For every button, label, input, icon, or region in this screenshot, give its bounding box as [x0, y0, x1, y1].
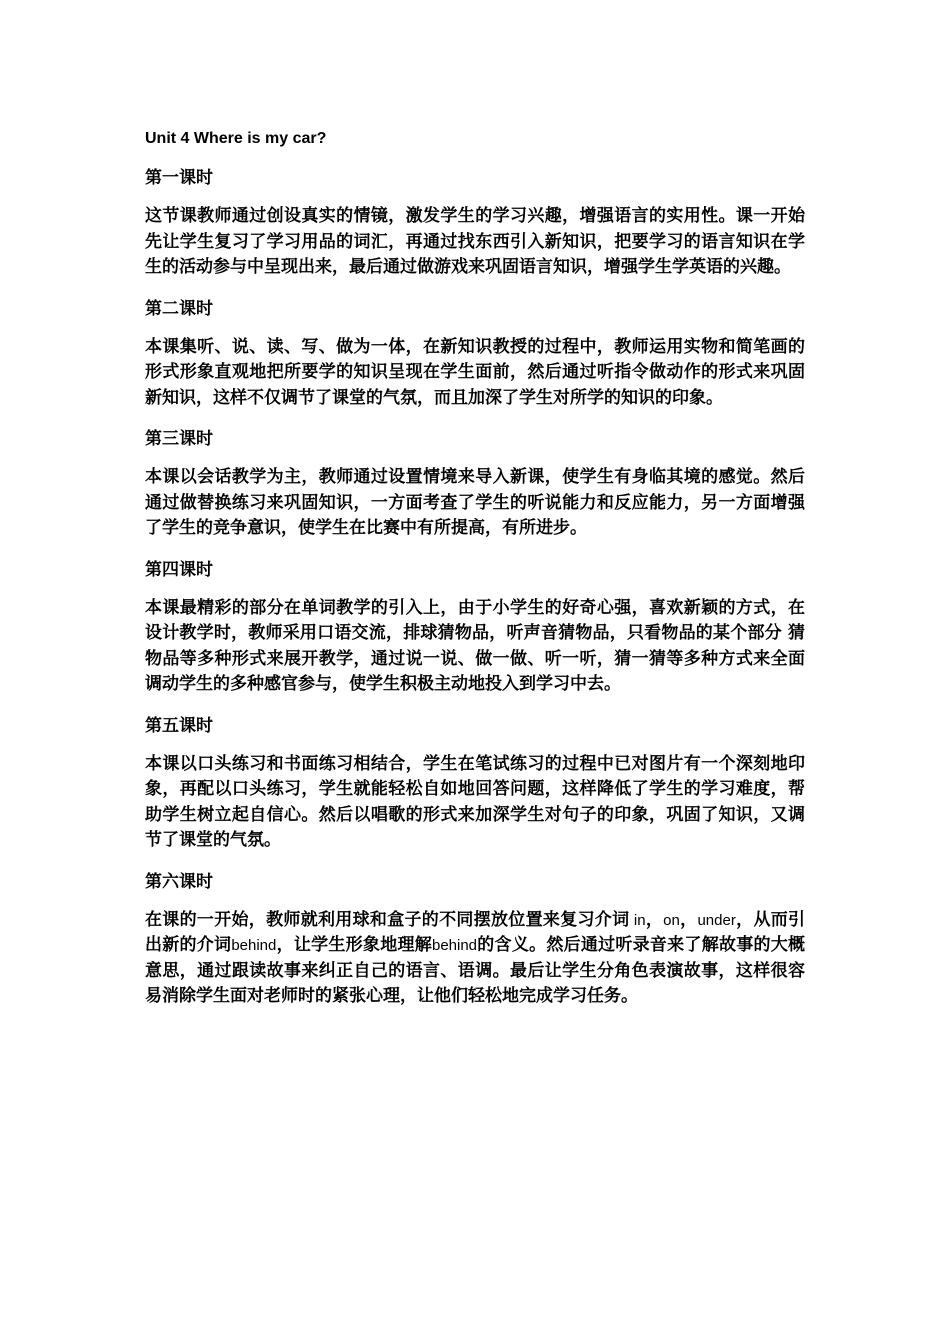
lesson-6-text-1: 在课的一开始，教师就利用球和盒子的不同摆放位置来复习介词: [145, 909, 630, 930]
lesson-5-heading: 第五课时: [145, 715, 213, 736]
lesson-6-comma-1: ，: [645, 909, 664, 930]
lesson-3-body: 本课以会话教学为主，教师通过设置情境来导入新课，使学生有身临其境的感觉。然后通过做替换练习来巩固知识，一方面考查了学生的听说能力和反应能力，另一方面增强了学生的竞争意识，使学生在比赛中有所提高，有所进步。: [145, 467, 805, 538]
document-content: [145, 128, 805, 1026]
lesson-6-heading: 第六课时: [145, 871, 213, 892]
lesson-4-body: 本课最精彩的部分在单词教学的引入上，由于小学生的好奇心强，喜欢新颖的方式，在设计教学时，教师采用口语交流，排球猜物品，听声音猜物品，只看物品的某个部分 猜物品等多种形式来展开教学，通过说一说、做一做、听一听，猜一猜等多种方式来全面调动学生的多种感官参与，使学生积极主动地投入到学习中去。: [145, 597, 805, 694]
lesson-6-text-3: ，让学生形象地理解: [276, 935, 432, 955]
lesson-6-text-4: 的含义。然后通过听录音来了解故事的大概意思，通过跟读故事来纠正自己的语言、语调。最后让学生分角色表演故事，这样很容易消除学生面对老师时的紧张心理，让他们轻松地完成学习任务。: [145, 935, 806, 1006]
lesson-6-word-on: on: [663, 911, 680, 929]
lesson-1-body: 这节课教师通过创设真实的情镜，激发学生的学习兴趣，增强语言的实用性。课一开始先让学生复习了学习用品的词汇，再通过找东西引入新知识，把要学习的语言知识在学生的活动参与中呈现出来，最后通过做游戏来巩固语言知识，增强学生学英语的兴趣。: [145, 206, 805, 277]
lesson-1-heading: 第一课时: [145, 168, 213, 188]
lesson-6-word-behind-1: behind: [231, 937, 277, 954]
lesson-6-word-in: in: [629, 911, 646, 929]
lesson-2-body: 本课集听、说、读、写、做为一体，在新知识教授的过程中，教师运用实物和简笔画的形式形象直观地把所要学的知识呈现在学生面前，然后通过听指令做动作的形式来巩固新知识，这样不仅调节了课堂的气氛，而且加深了学生对所学的知识的印象。: [145, 336, 805, 408]
lesson-5-body: 本课以口头练习和书面练习相结合，学生在笔试练习的过程中已对图片有一个深刻地印象，再配以口头练习，学生就能轻松自如地回答问题，这样降低了学生的学习难度，帮助学生树立起自信心。然后以唱歌的形式来加深学生对句子的印象，巩固了知识，又调节了课堂的气氛。: [145, 753, 805, 850]
lesson-4-heading: 第四课时: [145, 559, 213, 580]
lesson-3-heading: 第三课时: [145, 429, 213, 449]
lesson-6-body: [145, 908, 805, 1010]
lesson-6-word-behind-2: behind: [431, 937, 478, 954]
lesson-6-word-under: under: [697, 911, 736, 929]
lesson-6-comma-2: ，: [679, 909, 698, 930]
lesson-6-text-2: ，从而引出新的介词: [145, 909, 806, 955]
lesson-2-heading: 第二课时: [145, 298, 213, 319]
document-title: Unit 4 Where is my car?: [145, 130, 327, 147]
